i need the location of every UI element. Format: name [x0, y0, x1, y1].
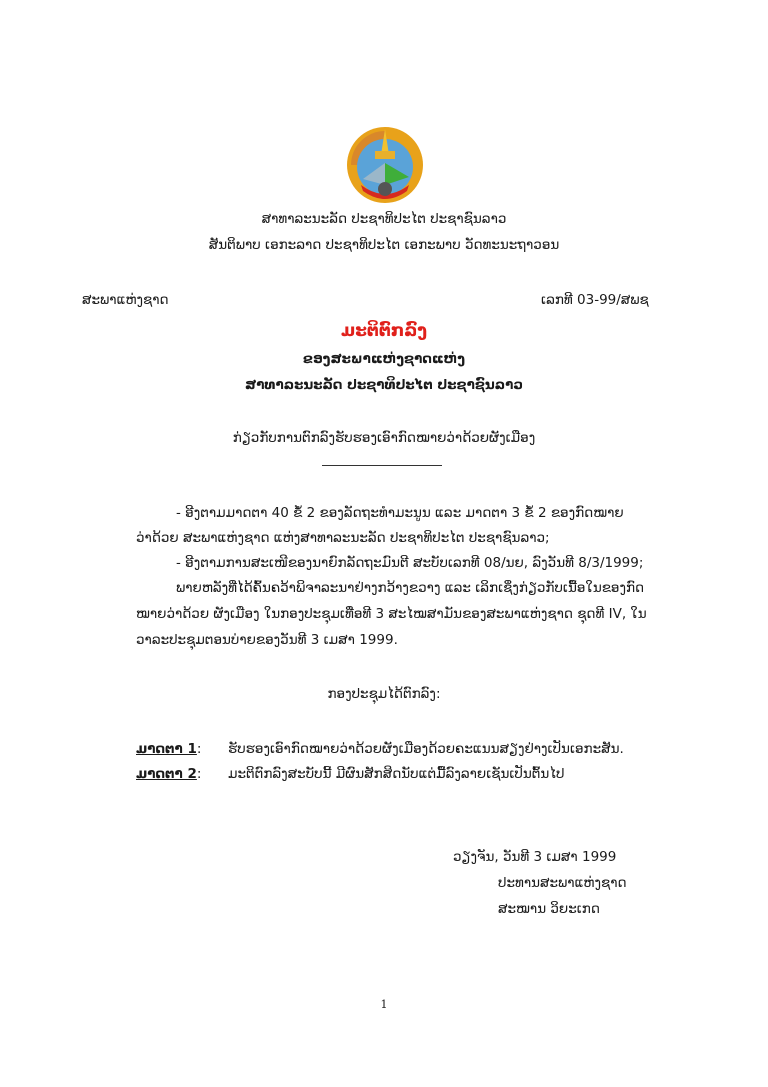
article-1: ມາດຕາ 1: — [136, 741, 202, 757]
decision-heading: ກອງປະຊຸມໄດ້ຕົກລົງ: — [327, 686, 441, 702]
preamble-line: ໝາຍວ່າດ້ວຍ ຜັງເມືອງ ໃນກອງປະຊຸມເທື່ອທີ 3 ສະໄໝສາມັນຂອງສະພາແຫ່ງຊາດ ຊຸດທີ IV, ໃນ — [136, 606, 647, 622]
preamble-line: - ອີງຕາມການສະເໜີຂອງນາຍົກລັດຖະມົນຕີ ສະບັບເລກທີ 08/ນຍ, ລົງວັນທີ 8/3/1999; — [176, 555, 644, 571]
article-text: ມະຕິຕົກລົງສະບັບນີ້ ມີຜົນສັກສິດນັບແຕ່ມື້ລົງລາຍເຊັນເປັນຕົ້ນໄປ — [228, 766, 565, 782]
preamble-line: ວ່າດ້ວຍ ສະພາແຫ່ງຊາດ ແຫ່ງສາທາລະນະລັດ ປະຊາທິປະໄຕ ປະຊາຊົນລາວ; — [136, 530, 550, 546]
signatory-position: ປະທານສະພາແຫ່ງຊາດ — [498, 875, 627, 891]
article-text: ຮັບຮອງເອົາກົດໝາຍວ່າດ້ວຍຜັງເມືອງດ້ວຍຄະແນນສຽງຢ່າງເປັນເອກະສັນ. — [228, 741, 624, 757]
divider — [322, 465, 442, 466]
signatory-name: ສະໝານ ວິຍະເກດ — [498, 901, 600, 917]
subject: ກ່ຽວກັບການຕົກລົງຮັບຮອງເອົາກົດໝາຍວ່າດ້ວຍຜັງເມືອງ — [232, 430, 536, 446]
reference-number: ເລກທີ 03-99/ສພຊ — [541, 292, 649, 308]
subtitle-line2: ສາທາລະນະລັດ ປະຊາທິປະໄຕ ປະຊາຊົນລາວ — [245, 377, 523, 393]
article-2: ມາດຕາ 2: — [136, 766, 202, 782]
lao-emblem-icon — [341, 121, 429, 207]
preamble-line: ວາລະປະຊຸມຕອນບ່າຍຂອງວັນທີ 3 ເມສາ 1999. — [136, 632, 398, 648]
preamble-line: ພາຍຫລັງທີ່ໄດ້ຄົ້ນຄວ້າພິຈາລະນາຢ່າງກວ້າງຂວາງ ແລະ ເລິກເຊິ່ງກ່ຽວກັບເນື້ອໃນຂອງກົດ — [176, 580, 645, 596]
preamble-line: - ອີງຕາມມາດຕາ 40 ຂໍ້ 2 ຂອງລັດຖະທຳມະນູນ ແລະ ມາດຕາ 3 ຂໍ້ 2 ຂອງກົດໝາຍ — [176, 505, 624, 521]
issuer: ສະພາແຫ່ງຊາດ — [82, 292, 169, 308]
header-motto: ສັນຕິພາບ ເອກະລາດ ປະຊາທິປະໄຕ ເອກະພາບ ວັດທະນະຖາວອນ — [208, 237, 560, 253]
place-date: ວຽງຈັນ, ວັນທີ 3 ເມສາ 1999 — [453, 849, 617, 865]
article-label: ມາດຕາ 2 — [136, 766, 197, 782]
page-number: 1 — [380, 998, 388, 1011]
header-republic: ສາທາລະນະລັດ ປະຊາທິປະໄຕ ປະຊາຊົນລາວ — [261, 211, 507, 227]
document-title: ມະຕິຕົກລົງ — [340, 321, 428, 341]
subtitle-line1: ຂອງສະພາແຫ່ງຊາດແຫ່ງ — [302, 351, 466, 367]
article-label: ມາດຕາ 1 — [136, 741, 197, 757]
